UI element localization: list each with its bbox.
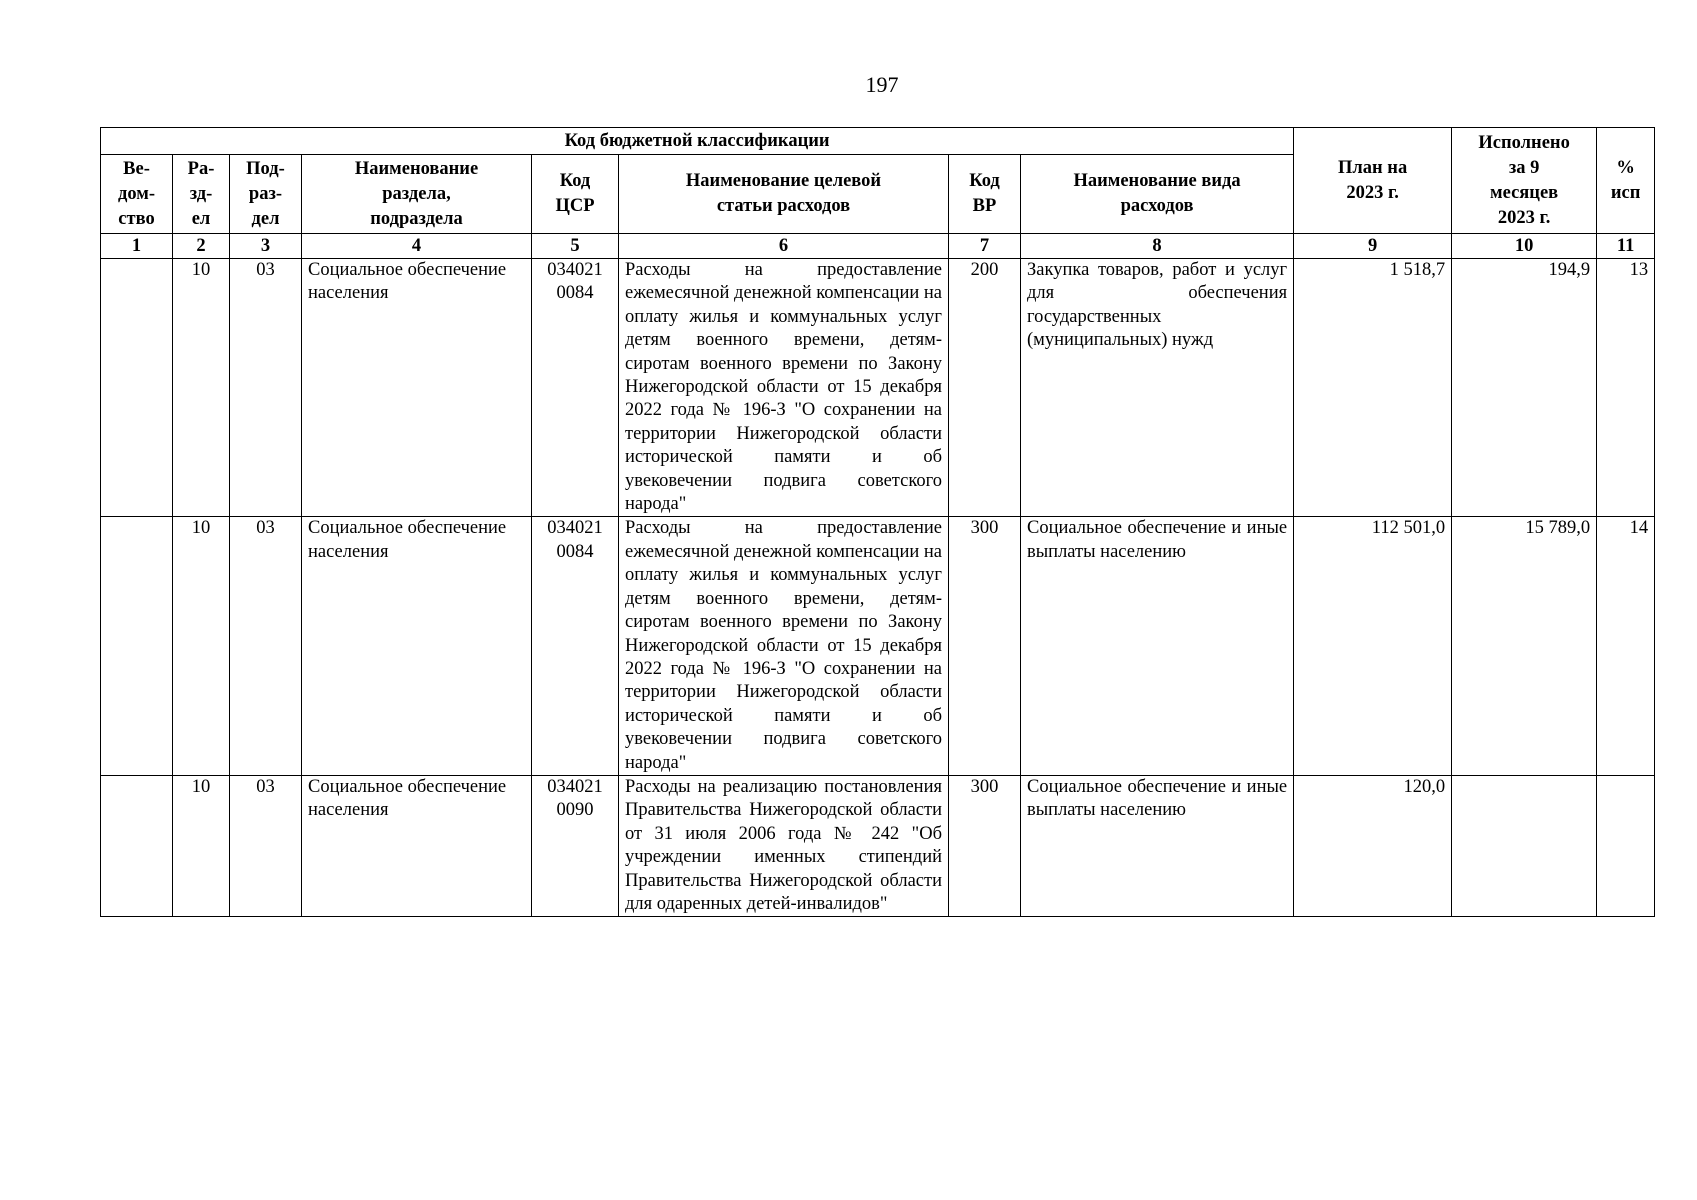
header-csr: Код ЦСР <box>532 155 619 234</box>
cell-vedomstvo <box>101 259 173 517</box>
column-number: 11 <box>1597 234 1655 259</box>
column-number: 4 <box>302 234 532 259</box>
budget-table <box>100 127 1655 917</box>
header-vedomstvo: Ве- дом- ство <box>101 155 173 234</box>
column-number: 2 <box>173 234 230 259</box>
header-plan: План на 2023 г. <box>1294 128 1452 234</box>
cell-razdel: 10 <box>173 259 230 517</box>
cell-done <box>1452 775 1597 916</box>
cell-plan: 120,0 <box>1294 775 1452 916</box>
page-number: 197 <box>865 72 899 97</box>
header-podrazdel: Под- раз- дел <box>230 155 302 234</box>
cell-podrazdel: 03 <box>230 517 302 775</box>
cell-done: 194,9 <box>1452 259 1597 517</box>
cell-section-name: Социальное обеспечение населения <box>302 775 532 916</box>
cell-razdel: 10 <box>173 775 230 916</box>
cell-csr: 034021 0084 <box>532 517 619 775</box>
cell-csr: 034021 0090 <box>532 775 619 916</box>
cell-razdel: 10 <box>173 517 230 775</box>
cell-section-name: Социальное обеспечение населения <box>302 259 532 517</box>
cell-vr: 200 <box>949 259 1021 517</box>
cell-vr: 300 <box>949 517 1021 775</box>
cell-vedomstvo <box>101 517 173 775</box>
column-number: 5 <box>532 234 619 259</box>
table-row <box>101 775 1655 916</box>
cell-vr-name: Социальное обеспечение и иные выплаты населению <box>1021 517 1294 775</box>
header-done: Исполнено за 9 месяцев 2023 г. <box>1452 128 1597 234</box>
column-number: 10 <box>1452 234 1597 259</box>
cell-plan: 112 501,0 <box>1294 517 1452 775</box>
cell-target-name: Расходы на предоставление ежемесячной денежной компенсации на оплату жилья и коммунальных услуг детям военного времени, детям-сиротам военного времени по Закону Нижегородской области от 15 декабря 2022 года № 196-З "О сохранении на территории Нижегородской области исторической памяти и об увековечении подвига советского народа" <box>619 259 949 517</box>
header-target-name: Наименование целевой статьи расходов <box>619 155 949 234</box>
header-section-name: Наименование раздела, подраздела <box>302 155 532 234</box>
cell-podrazdel: 03 <box>230 259 302 517</box>
cell-percent <box>1597 775 1655 916</box>
table-row <box>101 517 1655 775</box>
cell-vedomstvo <box>101 775 173 916</box>
cell-vr-name: Социальное обеспечение и иные выплаты населению <box>1021 775 1294 916</box>
header-vr-name: Наименование вида расходов <box>1021 155 1294 234</box>
column-number: 6 <box>619 234 949 259</box>
header-percent: % исп <box>1597 128 1655 234</box>
column-number: 7 <box>949 234 1021 259</box>
cell-percent: 13 <box>1597 259 1655 517</box>
cell-csr: 034021 0084 <box>532 259 619 517</box>
column-number: 1 <box>101 234 173 259</box>
column-number: 9 <box>1294 234 1452 259</box>
column-number: 3 <box>230 234 302 259</box>
cell-section-name: Социальное обеспечение населения <box>302 517 532 775</box>
cell-plan: 1 518,7 <box>1294 259 1452 517</box>
cell-percent: 14 <box>1597 517 1655 775</box>
cell-vr-name: Закупка товаров, работ и услуг для обеспечения государственных (муниципальных) нужд <box>1021 259 1294 517</box>
column-number: 8 <box>1021 234 1294 259</box>
header-vr: Код ВР <box>949 155 1021 234</box>
cell-target-name: Расходы на предоставление ежемесячной денежной компенсации на оплату жилья и коммунальных услуг детям военного времени, детям-сиротам военного времени по Закону Нижегородской области от 15 декабря 2022 года № 196-З "О сохранении на территории Нижегородской области исторической памяти и об увековечении подвига советского народа" <box>619 517 949 775</box>
cell-target-name: Расходы на реализацию постановления Правительства Нижегородской области от 31 июля 2006 года № 242 "Об учреждении именных стипендий Правительства Нижегородской области для одаренных детей-инвалидов" <box>619 775 949 916</box>
cell-vr: 300 <box>949 775 1021 916</box>
header-razdel: Ра- зд- ел <box>173 155 230 234</box>
table-row <box>101 259 1655 517</box>
cell-podrazdel: 03 <box>230 775 302 916</box>
budget-classification-header: Код бюджетной классификации <box>101 128 1294 155</box>
cell-done: 15 789,0 <box>1452 517 1597 775</box>
